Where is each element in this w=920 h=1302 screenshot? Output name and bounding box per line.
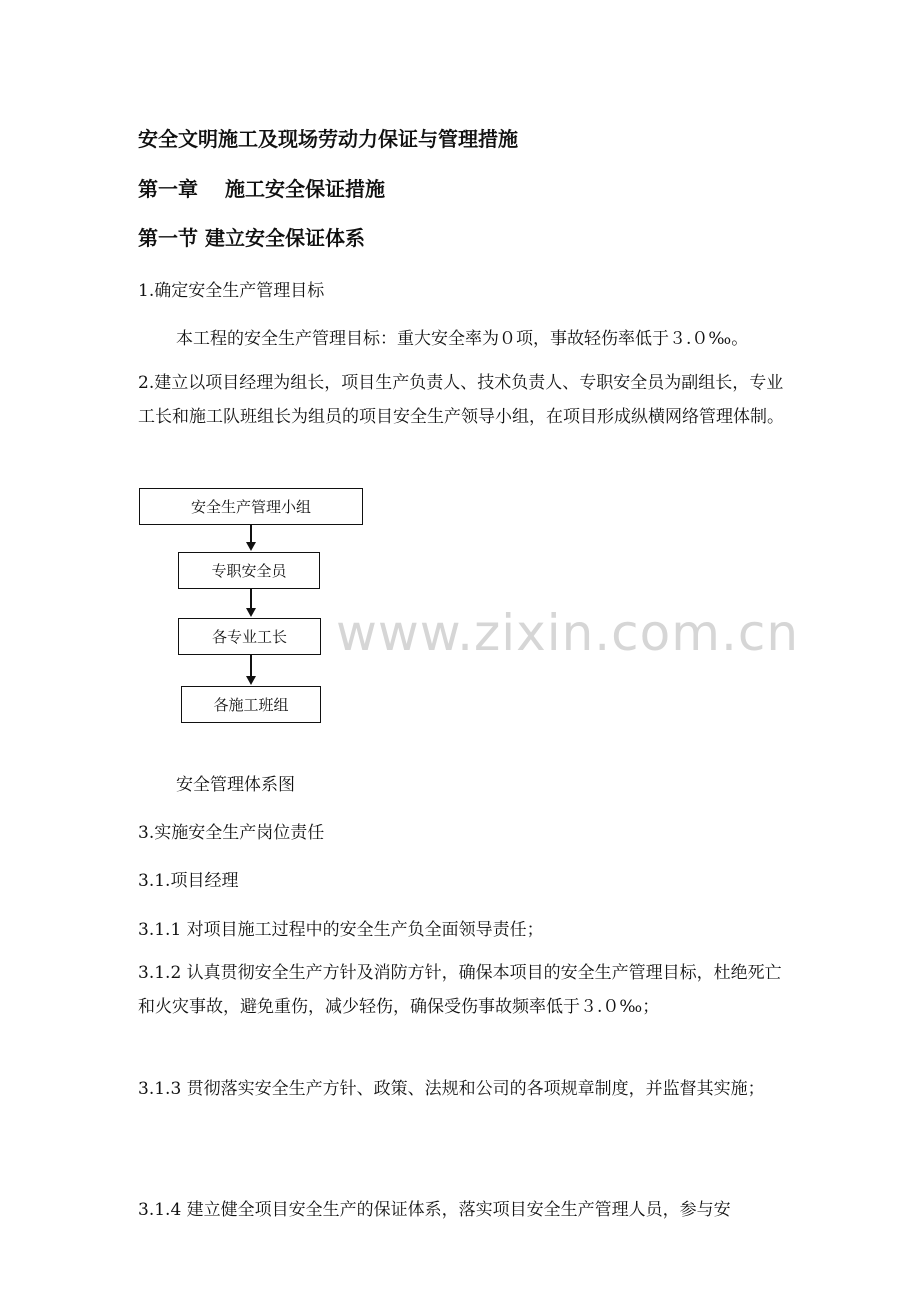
item-3-1-4: 3.1.4 建立健全项目安全生产的保证体系，落实项目安全生产管理人员，参与安 — [138, 1200, 731, 1220]
document-title: 安全文明施工及现场劳动力保证与管理措施 — [138, 127, 518, 151]
flowchart-caption: 安全管理体系图 — [176, 775, 295, 795]
flow-arrow-1 — [250, 525, 252, 543]
flow-box-safety-group: 安全生产管理小组 — [139, 488, 363, 525]
paragraph-2: 2.建立以项目经理为组长，项目生产负责人、技术负责人、专职安全员为副组长，专业工长和施工队班组长为组员的项目安全生产领导小组，在项目形成纵横网络管理体制。 — [138, 373, 784, 427]
subheading-3: 3.实施安全生产岗位责任 — [138, 823, 325, 843]
paragraph-1: 本工程的安全生产管理目标：重大安全率为０项，事故轻伤率低于３.０‰。 — [176, 329, 749, 349]
item-3-1-2: 3.1.2 认真贯彻安全生产方针及消防方针，确保本项目的安全生产管理目标，杜绝死亡和火灾事故，避免重伤，减少轻伤，确保受伤事故频率低于３.０‰； — [138, 963, 782, 1017]
flow-box-foremen: 各专业工长 — [178, 618, 321, 655]
flow-arrow-3 — [250, 655, 252, 677]
section-heading: 第一节 建立安全保证体系 — [138, 226, 365, 250]
subheading-1: 1.确定安全生产管理目标 — [138, 281, 325, 301]
watermark: www.zixin.com.cn — [336, 604, 800, 662]
flow-arrow-2 — [250, 589, 252, 609]
flow-box-work-teams: 各施工班组 — [181, 686, 321, 723]
flow-box-safety-officer: 专职安全员 — [178, 552, 320, 589]
item-3-1-1: 3.1.1 对项目施工过程中的安全生产负全面领导责任； — [138, 920, 544, 940]
chapter-heading: 第一章 施工安全保证措施 — [138, 177, 385, 201]
item-3-1-3: 3.1.3 贯彻落实安全生产方针、政策、法规和公司的各项规章制度，并监督其实施； — [138, 1079, 765, 1099]
subheading-3-1: 3.1.项目经理 — [138, 871, 239, 891]
